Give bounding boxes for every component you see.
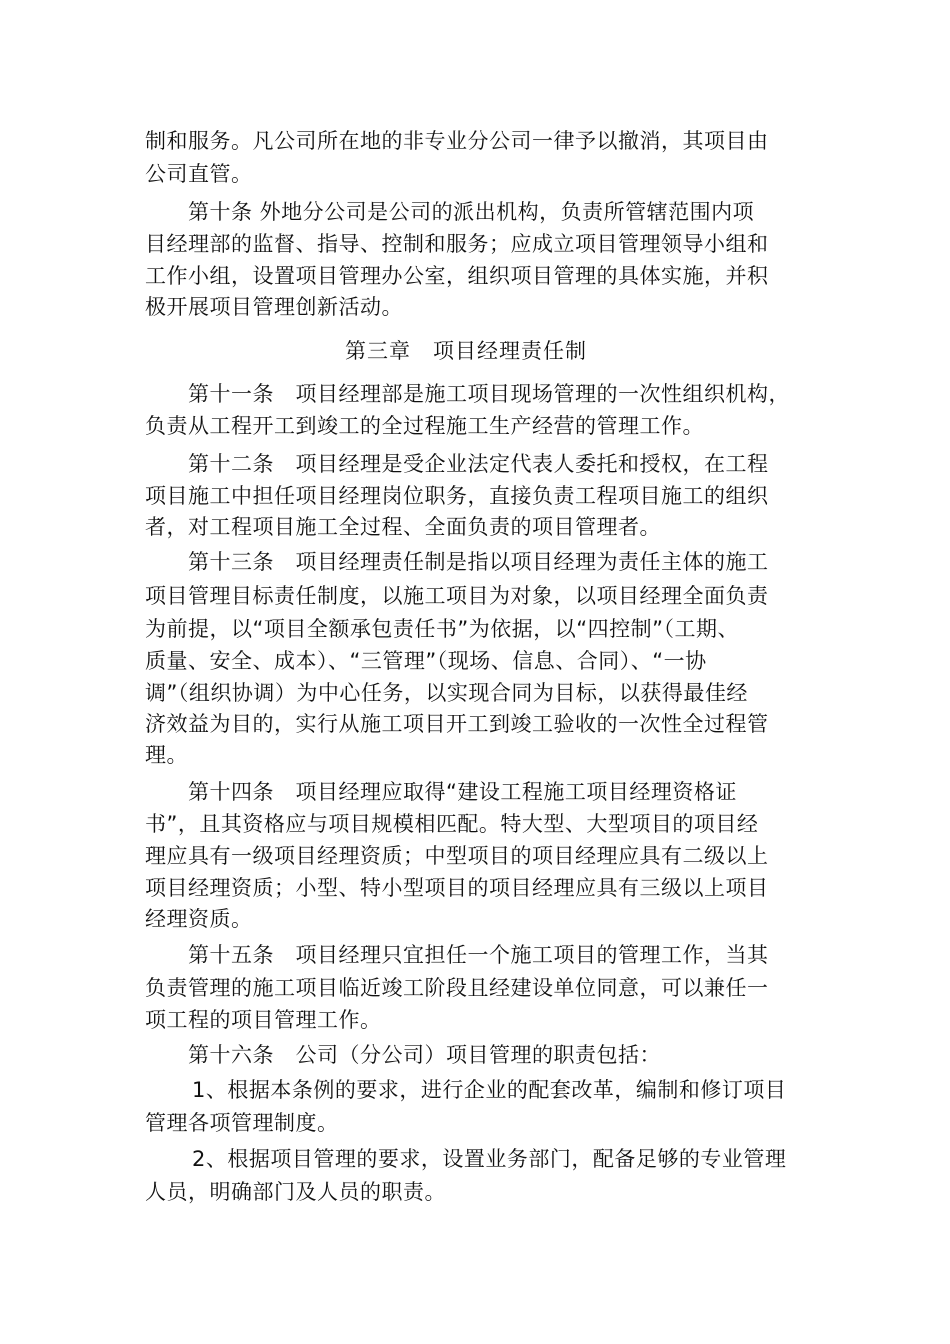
text-line: 项目施工中担任项目经理岗位职务，直接负责工程项目施工的组织 bbox=[145, 484, 769, 508]
article-15-line: 第十五条 项目经理只宜担任一个施工项目的管理工作，当其 bbox=[188, 943, 769, 967]
text-line: 书”，且其资格应与项目规模相匹配。特大型、大型项目的项目经 bbox=[145, 812, 759, 836]
text-line: 公司直管。 bbox=[145, 162, 253, 186]
text-line: 目经理部的监督、指导、控制和服务；应成立项目管理领导小组和 bbox=[145, 232, 769, 256]
text-line: 制和服务。凡公司所在地的非专业分公司一律予以撤消，其项目由 bbox=[145, 129, 769, 153]
article-11-line: 第十一条 项目经理部是施工项目现场管理的一次性组织机构， bbox=[188, 382, 790, 406]
text-line: 项目经理资质；小型、特小型项目的项目经理应具有三级以上项目 bbox=[145, 876, 769, 900]
article-13-line: 第十三条 项目经理责任制是指以项目经理为责任主体的施工 bbox=[188, 550, 769, 574]
list-item-1-line: 1、根据本条例的要求，进行企业的配套改革，编制和修订项目 bbox=[192, 1078, 787, 1102]
text-line: 理。 bbox=[145, 743, 188, 767]
list-item-2-line: 2、根据项目管理的要求，设置业务部门，配备足够的专业管理 bbox=[192, 1147, 787, 1171]
text-line: 为前提，以“项目全额承包责任书”为依据，以“四控制”（工期、 bbox=[145, 617, 740, 641]
text-line: 理应具有一级项目经理资质；中型项目的项目经理应具有二级以上 bbox=[145, 844, 769, 868]
text-line: 者，对工程项目施工全过程、全面负责的项目管理者。 bbox=[145, 515, 661, 539]
text-line: 质量、安全、成本）、“三管理”（现场、信息、合同）、“一协 bbox=[145, 649, 707, 673]
text-line: 管理各项管理制度。 bbox=[145, 1111, 339, 1135]
article-12-line: 第十二条 项目经理是受企业法定代表人委托和授权，在工程 bbox=[188, 452, 769, 476]
text-line: 济效益为目的，实行从施工项目开工到竣工验收的一次性全过程管 bbox=[145, 712, 769, 736]
text-line: 项工程的项目管理工作。 bbox=[145, 1008, 382, 1032]
text-line: 经理资质。 bbox=[145, 907, 253, 931]
article-14-line: 第十四条 项目经理应取得“建设工程施工项目经理资格证 bbox=[188, 780, 737, 804]
chapter-heading: 第三章 项目经理责任制 bbox=[345, 339, 587, 363]
article-16-line: 第十六条 公司（分公司）项目管理的职责包括： bbox=[188, 1043, 661, 1067]
text-line: 工作小组，设置项目管理办公室，组织项目管理的具体实施，并积 bbox=[145, 264, 769, 288]
text-line: 负责从工程开工到竣工的全过程施工生产经营的管理工作。 bbox=[145, 414, 704, 438]
text-line: 极开展项目管理创新活动。 bbox=[145, 295, 403, 319]
text-line: 调”（组织协调）为中心任务，以实现合同为目标，以获得最佳经 bbox=[145, 681, 748, 705]
text-line: 项目管理目标责任制度，以施工项目为对象，以项目经理全面负责 bbox=[145, 584, 769, 608]
text-line: 人员，明确部门及人员的职责。 bbox=[145, 1180, 446, 1204]
text-line: 负责管理的施工项目临近竣工阶段且经建设单位同意，可以兼任一 bbox=[145, 976, 769, 1000]
article-10-line: 第十条 外地分公司是公司的派出机构，负责所管辖范围内项 bbox=[188, 200, 755, 224]
